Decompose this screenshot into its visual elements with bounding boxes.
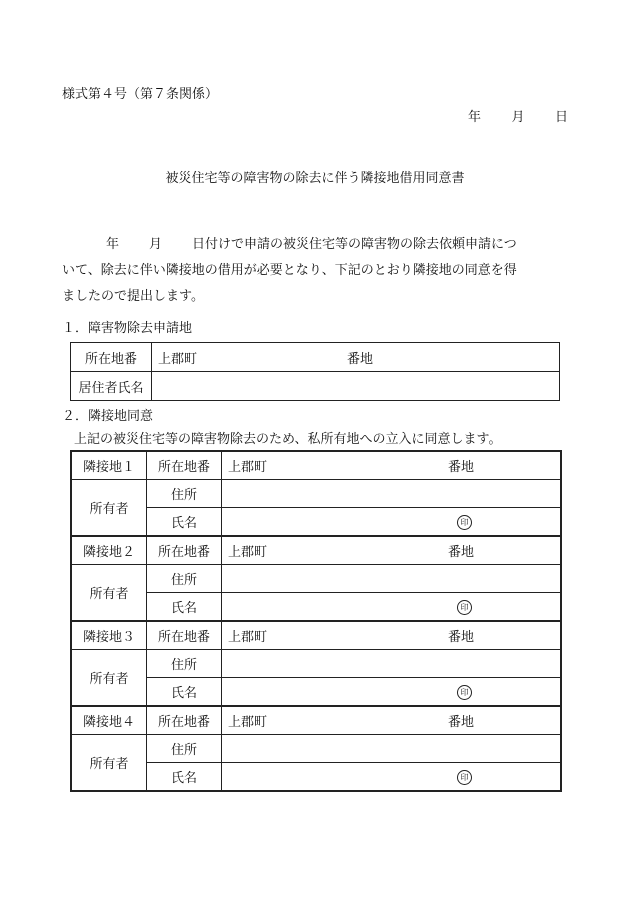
address-value[interactable] [222,735,562,763]
address-label: 住所 [147,735,222,763]
consent-text: 上記の被災住宅等の障害物除去のため、私所有地への立入に同意します。 [74,432,502,447]
date-month: 月 [511,110,525,125]
owner-label: 所有者 [71,565,147,622]
banchi-label: 番地 [347,351,374,367]
banchi-label: 番地 [447,460,474,475]
table-row [71,451,561,480]
table-row [71,343,560,372]
name-value[interactable] [222,763,562,792]
name-label: 氏名 [147,678,222,707]
banchi-label: 番地 [447,630,474,645]
name-value[interactable] [222,508,562,537]
intro-line-1 [62,232,572,258]
resident-value[interactable] [152,372,560,401]
name-label: 氏名 [147,763,222,792]
name-value[interactable] [222,593,562,622]
parcel-location-value[interactable] [222,536,562,565]
owner-label: 所有者 [71,480,147,537]
parcel-label: 隣接地２ [71,536,147,565]
table-row [71,536,561,565]
parcel-location-label: 所在地番 [147,536,222,565]
date-year: 年 [468,110,482,125]
parcel-location-value[interactable] [222,706,562,735]
intro-line-1-text: 日付けで申請の被災住宅等の障害物の除去依頼申請につ [192,237,517,252]
seal-icon: 印 [457,515,472,530]
parcel-location-label: 所在地番 [147,451,222,480]
intro-month: 月 [149,237,163,252]
parcel-location-value[interactable] [222,451,562,480]
owner-label: 所有者 [71,735,147,792]
document-title: 被災住宅等の障害物の除去に伴う隣接地借用同意書 [165,171,465,186]
address-label: 住所 [147,565,222,593]
name-value[interactable] [222,678,562,707]
table-row [71,480,561,508]
table-row [71,706,561,735]
name-label: 氏名 [147,593,222,622]
town-name: 上郡町 [228,545,268,560]
table-row [71,565,561,593]
town-name: 上郡町 [228,460,268,475]
address-value[interactable] [222,650,562,678]
intro-line-3: ましたので提出します。 [62,289,204,304]
table-row [71,735,561,763]
date-line [468,106,568,125]
section1-heading: １．障害物除去申請地 [62,321,193,336]
town-name: 上郡町 [228,715,268,730]
town-name: 上郡町 [228,630,268,645]
intro-year: 年 [106,237,120,252]
intro-paragraph [62,232,572,310]
table-row [71,650,561,678]
adjacent-land-table [70,450,562,792]
name-label: 氏名 [147,508,222,537]
seal-icon: 印 [457,600,472,615]
section2-heading: ２．隣接地同意 [62,409,154,424]
address-label: 住所 [147,650,222,678]
parcel-location-value[interactable] [222,621,562,650]
application-site-table [70,342,560,401]
parcel-location-label: 所在地番 [147,706,222,735]
parcel-location-label: 所在地番 [147,621,222,650]
parcel-label: 隣接地１ [71,451,147,480]
seal-icon: 印 [457,770,472,785]
parcel-label: 隣接地４ [71,706,147,735]
owner-label: 所有者 [71,650,147,707]
date-day: 日 [554,110,568,125]
resident-label: 居住者氏名 [71,372,152,401]
location-label: 所在地番 [71,343,152,372]
location-value[interactable] [152,343,560,372]
banchi-label: 番地 [447,715,474,730]
intro-line-2: いて、除去に伴い隣接地の借用が必要となり、下記のとおり隣接地の同意を得 [62,263,517,278]
banchi-label: 番地 [447,545,474,560]
seal-icon: 印 [457,685,472,700]
address-value[interactable] [222,565,562,593]
parcel-label: 隣接地３ [71,621,147,650]
form-number: 様式第４号（第７条関係） [62,87,219,102]
table-row [71,621,561,650]
town-name: 上郡町 [158,351,198,367]
address-label: 住所 [147,480,222,508]
table-row [71,372,560,401]
address-value[interactable] [222,480,562,508]
